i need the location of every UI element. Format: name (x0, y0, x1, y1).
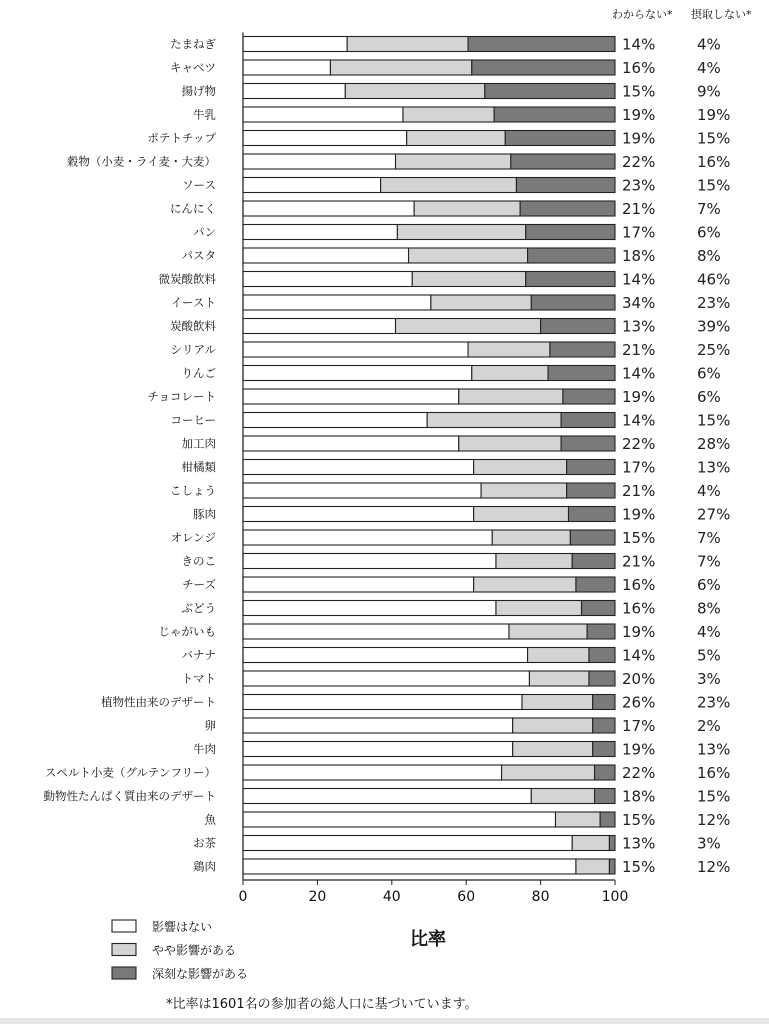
not-consumed-percent: 46% (697, 270, 731, 289)
bar-segment-none (243, 577, 474, 592)
bar-segment-slight (509, 624, 587, 639)
bar-segment-slight (502, 765, 595, 780)
not-consumed-percent: 8% (697, 599, 721, 618)
bar-segment-severe (526, 272, 615, 287)
bar-segment-severe (550, 342, 615, 357)
bar-segment-slight (409, 248, 528, 263)
bar-segment-none (243, 319, 396, 334)
legend-label: やや影響がある (152, 943, 237, 958)
bar-segment-severe (494, 107, 615, 122)
x-tick-label: 60 (457, 889, 476, 905)
bar-segment-none (243, 37, 347, 52)
unknown-percent: 16% (622, 59, 656, 77)
x-tick-label: 80 (531, 889, 550, 905)
bar-row (101, 694, 730, 712)
unknown-percent: 19% (622, 623, 656, 641)
bar-segment-none (243, 225, 397, 240)
category-label: りんご (181, 366, 216, 380)
not-consumed-percent: 23% (697, 294, 731, 312)
bar-segment-slight (474, 577, 576, 592)
bar-segment-severe (600, 812, 615, 827)
x-tick-label: 100 (601, 889, 629, 905)
legend-label: 影響はない (152, 920, 213, 934)
bar-segment-slight (431, 295, 531, 310)
category-label: チーズ (182, 577, 216, 592)
category-label: シリアル (170, 342, 216, 357)
bar-segment-severe (595, 765, 615, 780)
bar-segment-slight (496, 601, 582, 616)
bar-segment-severe (468, 37, 615, 52)
category-label: 牛乳 (193, 107, 216, 122)
bar-segment-none (243, 248, 409, 263)
unknown-percent: 22% (622, 435, 656, 453)
bar-segment-severe (516, 178, 615, 193)
bar-segment-none (243, 671, 529, 686)
not-consumed-percent: 13% (697, 740, 731, 759)
category-label: 動物性たんぱく質由来のデザート (43, 789, 216, 803)
bar-segment-slight (472, 366, 548, 381)
bar-row (182, 600, 721, 618)
category-label: 牛肉 (193, 742, 216, 756)
bar-rows (44, 36, 731, 877)
bar-row (44, 788, 731, 806)
not-consumed-percent: 4% (697, 623, 721, 641)
not-consumed-percent: 6% (697, 576, 721, 594)
bar-row (205, 717, 721, 735)
bar-segment-none (243, 436, 459, 451)
not-consumed-percent: 7% (697, 529, 721, 547)
bar-row (193, 858, 730, 876)
bar-row (171, 529, 721, 547)
legend-swatch (112, 967, 136, 979)
category-label: 炭酸飲料 (170, 319, 216, 333)
bar-row (193, 224, 721, 242)
unknown-percent: 19% (622, 740, 656, 759)
bar-segment-none (243, 601, 496, 616)
not-consumed-percent: 3% (697, 834, 721, 853)
unknown-percent: 19% (622, 505, 656, 524)
footnote: *比率は1601名の参加者の総人口に基づいています。 (166, 997, 478, 1012)
bar-row (182, 435, 731, 453)
bar-segment-none (243, 389, 459, 404)
bar-segment-severe (589, 648, 615, 663)
not-consumed-percent: 19% (697, 106, 731, 124)
category-label: パン (193, 225, 216, 239)
bar-segment-none (243, 60, 330, 75)
bar-row (182, 247, 721, 265)
bar-segment-slight (403, 107, 494, 122)
bar-segment-severe (576, 577, 615, 592)
bar-segment-severe (548, 366, 615, 381)
not-consumed-percent: 2% (697, 717, 721, 735)
category-label: バナナ (181, 648, 216, 662)
bar-segment-severe (593, 742, 615, 757)
not-consumed-percent: 4% (697, 59, 721, 77)
category-label: コーヒー (170, 413, 216, 427)
bar-row (193, 106, 730, 124)
not-consumed-percent: 28% (697, 435, 731, 453)
bar-segment-none (243, 131, 407, 146)
not-consumed-percent: 23% (697, 693, 731, 712)
bar-segment-severe (587, 624, 615, 639)
bar-segment-slight (528, 648, 589, 663)
category-label: こしょう (170, 483, 216, 498)
bar-row (170, 200, 721, 218)
bar-segment-severe (541, 319, 615, 334)
bar-segment-slight (407, 131, 506, 146)
category-label: イースト (170, 295, 216, 310)
bar-segment-none (243, 272, 412, 287)
bar-segment-none (243, 718, 513, 733)
unknown-percent: 16% (622, 599, 656, 618)
not-consumed-percent: 7% (697, 552, 721, 571)
category-label: トマト (181, 671, 216, 686)
bar-segment-none (243, 530, 492, 545)
bar-segment-slight (414, 201, 520, 216)
bar-segment-slight (396, 319, 541, 334)
bar-segment-none (243, 413, 427, 428)
category-label: 植物性由来のデザート (101, 695, 216, 709)
unknown-percent: 20% (622, 670, 656, 688)
not-consumed-percent: 3% (697, 670, 721, 688)
unknown-percent: 13% (622, 834, 656, 853)
bar-row (193, 835, 721, 853)
unknown-percent: 15% (622, 811, 656, 829)
x-tick-label: 40 (382, 889, 401, 905)
bar-segment-none (243, 483, 481, 498)
unknown-percent: 17% (622, 717, 656, 735)
bar-segment-severe (582, 601, 615, 616)
unknown-percent: 18% (622, 247, 656, 265)
bar-segment-none (243, 460, 474, 475)
bar-row (182, 647, 721, 665)
bar-segment-severe (609, 859, 615, 874)
bar-row (182, 365, 721, 383)
bar-segment-severe (531, 295, 615, 310)
category-label: 鶏肉 (193, 859, 216, 874)
category-label: きのこ (181, 554, 216, 568)
bar-segment-severe (561, 436, 615, 451)
bar-segment-slight (330, 60, 471, 75)
bar-segment-none (243, 765, 502, 780)
unknown-percent: 14% (622, 646, 656, 665)
bar-row (182, 177, 730, 195)
bar-segment-severe (572, 554, 615, 569)
bar-segment-none (243, 695, 522, 710)
not-consumed-percent: 5% (697, 646, 721, 665)
bar-segment-slight (481, 483, 567, 498)
bar-segment-slight (572, 836, 609, 851)
not-consumed-percent: 16% (697, 153, 731, 171)
bar-segment-severe (593, 695, 615, 710)
bar-segment-severe (593, 718, 615, 733)
bar-segment-severe (570, 530, 615, 545)
unknown-percent: 23% (622, 176, 656, 195)
unknown-percent: 21% (622, 341, 656, 359)
bar-row (170, 341, 730, 359)
bar-segment-slight (492, 530, 570, 545)
bar-row (182, 553, 721, 571)
bar-row (170, 412, 730, 430)
unknown-percent: 15% (622, 529, 656, 547)
bar-segment-none (243, 742, 513, 757)
bar-segment-none (243, 342, 468, 357)
bar-segment-severe (563, 389, 615, 404)
bar-row (170, 59, 721, 77)
not-consumed-percent: 12% (697, 858, 731, 876)
header-unknown: わからない* (612, 8, 673, 21)
bar-row (205, 811, 731, 829)
not-consumed-percent: 4% (697, 35, 721, 54)
bar-segment-none (243, 789, 531, 804)
category-label: 卵 (204, 718, 216, 733)
bar-row (170, 482, 721, 500)
category-label: ポテトチップ (147, 131, 216, 145)
bottom-strip (0, 1018, 769, 1024)
bar-segment-severe (589, 671, 615, 686)
legend-swatch (112, 920, 136, 932)
unknown-percent: 26% (622, 693, 656, 712)
legend (112, 920, 248, 981)
not-consumed-percent: 7% (697, 200, 721, 218)
category-label: パスタ (181, 248, 216, 263)
bar-row (159, 271, 731, 289)
unknown-percent: 17% (622, 223, 656, 242)
unknown-percent: 21% (622, 482, 656, 500)
bar-segment-slight (555, 812, 600, 827)
unknown-percent: 34% (622, 294, 656, 312)
unknown-percent: 22% (622, 153, 656, 171)
bar-row (170, 36, 721, 54)
not-consumed-percent: 15% (697, 129, 731, 148)
bar-segment-slight (531, 789, 594, 804)
category-label: オレンジ (170, 530, 216, 545)
bar-segment-severe (567, 460, 615, 475)
category-label: お茶 (193, 836, 216, 850)
bar-row (193, 506, 730, 524)
bar-segment-slight (496, 554, 572, 569)
not-consumed-percent: 39% (697, 317, 731, 336)
bar-segment-none (243, 107, 403, 122)
bar-segment-slight (397, 225, 525, 240)
unknown-percent: 21% (622, 552, 656, 571)
bar-segment-slight (427, 413, 561, 428)
not-consumed-percent: 4% (697, 482, 721, 500)
bar-row (182, 670, 721, 688)
bar-segment-none (243, 859, 576, 874)
bar-row (193, 741, 730, 759)
bar-segment-severe (609, 836, 615, 851)
unknown-percent: 14% (622, 35, 656, 54)
bar-segment-slight (522, 695, 593, 710)
not-consumed-percent: 6% (697, 223, 721, 242)
bar-segment-slight (576, 859, 609, 874)
bar-segment-severe (526, 225, 615, 240)
bar-segment-slight (513, 742, 593, 757)
bar-segment-slight (529, 671, 589, 686)
column-headers (612, 7, 752, 21)
bar-segment-slight (459, 436, 561, 451)
bar-segment-severe (567, 483, 615, 498)
category-label: 微炭酸飲料 (158, 272, 216, 286)
bar-segment-severe (595, 789, 615, 804)
header-not-consumed: 摂取しない* (691, 8, 752, 21)
x-tick-label: 20 (308, 889, 327, 905)
not-consumed-percent: 9% (697, 82, 721, 101)
bar-segment-none (243, 554, 496, 569)
bar-segment-severe (561, 413, 615, 428)
not-consumed-percent: 8% (697, 247, 721, 265)
bar-segment-none (243, 295, 431, 310)
unknown-percent: 15% (622, 858, 656, 876)
bar-segment-severe (472, 60, 615, 75)
category-label: じゃがいも (158, 624, 216, 639)
unknown-percent: 19% (622, 129, 656, 148)
x-axis-label: 比率 (410, 929, 446, 950)
bar-segment-slight (474, 460, 567, 475)
category-label: 穀物（小麦・ライ麦・大麦） (66, 154, 216, 169)
category-label: たまねぎ (170, 37, 216, 51)
unknown-percent: 13% (622, 317, 656, 336)
bar-segment-none (243, 507, 474, 522)
bar-segment-slight (474, 507, 569, 522)
unknown-percent: 16% (622, 576, 656, 594)
bar-segment-severe (511, 154, 615, 169)
bar-segment-severe (505, 131, 615, 146)
bar-row (182, 83, 721, 101)
not-consumed-percent: 12% (697, 811, 731, 829)
bar-segment-none (243, 154, 396, 169)
category-label: ぶどう (181, 601, 216, 615)
bar-segment-slight (468, 342, 550, 357)
bar-row (147, 388, 720, 406)
legend-label: 深刻な影響がある (152, 967, 249, 981)
bar-segment-none (243, 624, 509, 639)
category-label: チョコレート (147, 389, 216, 404)
bar-segment-none (243, 836, 572, 851)
bar-row (147, 130, 730, 148)
not-consumed-percent: 6% (697, 388, 721, 406)
bar-segment-none (243, 178, 381, 193)
unknown-percent: 14% (622, 270, 656, 289)
bar-segment-slight (459, 389, 563, 404)
unknown-percent: 19% (622, 106, 656, 124)
bar-segment-none (243, 201, 414, 216)
unknown-percent: 22% (622, 764, 656, 782)
category-label: スペルト小麦（グルテンフリー） (44, 765, 216, 780)
legend-swatch (112, 944, 136, 956)
bar-row (182, 459, 731, 477)
category-label: キャベツ (170, 60, 216, 75)
x-tick-label: 0 (238, 889, 248, 905)
unknown-percent: 15% (622, 82, 656, 101)
not-consumed-percent: 25% (697, 341, 731, 359)
not-consumed-percent: 27% (697, 505, 731, 524)
bar-row (45, 764, 730, 782)
bar-segment-severe (485, 84, 615, 99)
bar-segment-none (243, 84, 345, 99)
bar-segment-slight (513, 718, 593, 733)
not-consumed-percent: 6% (697, 364, 721, 383)
not-consumed-percent: 15% (697, 411, 731, 430)
unknown-percent: 18% (622, 787, 656, 806)
bar-segment-severe (569, 507, 616, 522)
unknown-percent: 19% (622, 388, 656, 406)
category-label: 揚げ物 (181, 84, 216, 98)
bar-segment-slight (345, 84, 485, 99)
bar-segment-slight (381, 178, 517, 193)
not-consumed-percent: 16% (697, 764, 731, 782)
bar-segment-none (243, 812, 555, 827)
bar-segment-severe (528, 248, 615, 263)
not-consumed-percent: 15% (697, 176, 731, 195)
unknown-percent: 14% (622, 411, 656, 430)
category-label: ソース (182, 178, 216, 192)
bar-segment-none (243, 366, 472, 381)
unknown-percent: 17% (622, 458, 656, 477)
category-label: 豚肉 (193, 507, 216, 521)
bar-row (182, 576, 721, 594)
bar-segment-slight (396, 154, 511, 169)
not-consumed-percent: 13% (697, 458, 731, 477)
category-label: 柑橘類 (181, 460, 216, 474)
unknown-percent: 21% (622, 200, 656, 218)
category-label: にんにく (170, 201, 216, 216)
category-label: 魚 (204, 812, 216, 827)
bar-row (67, 153, 731, 171)
not-consumed-percent: 15% (697, 787, 731, 806)
bar-segment-none (243, 648, 528, 663)
bar-segment-slight (347, 37, 468, 52)
category-label: 加工肉 (181, 436, 216, 451)
bar-row (170, 318, 730, 336)
unknown-percent: 14% (622, 364, 656, 383)
bar-row (171, 294, 731, 312)
bar-segment-slight (412, 272, 525, 287)
bar-segment-severe (520, 201, 615, 216)
